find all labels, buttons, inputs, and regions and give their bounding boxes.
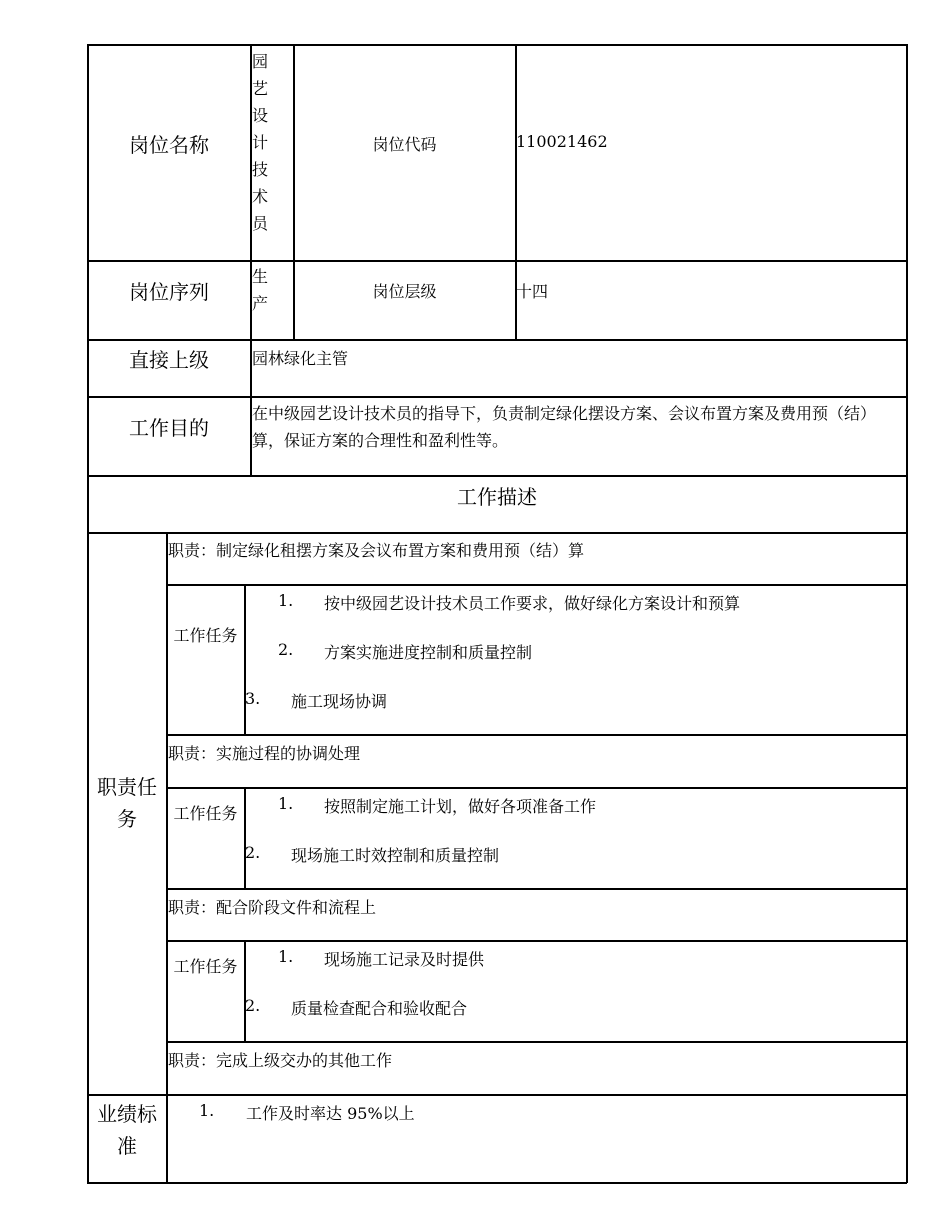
job-level-value: 十四 bbox=[516, 282, 549, 301]
job-level-label: 岗位层级 bbox=[372, 282, 437, 301]
duty-3-title: 职责：配合阶段文件和流程上 bbox=[168, 898, 377, 917]
performance-item-1-text: 工作及时率达 95%以上 bbox=[246, 1104, 415, 1123]
duty-3-task-label: 工作任务 bbox=[173, 957, 238, 976]
duty-1-task-1-text: 按中级园艺设计技术员工作要求，做好绿化方案设计和预算 bbox=[324, 594, 741, 613]
duty-2-task-2-num: 2. bbox=[245, 843, 261, 862]
duty-2-task-1-num: 1. bbox=[278, 794, 294, 813]
job-series-value: 生产 bbox=[252, 267, 269, 313]
duty-1-task-2-num: 2. bbox=[278, 640, 294, 659]
section-title: 工作描述 bbox=[457, 485, 537, 509]
duty-2-title: 职责：实施过程的协调处理 bbox=[168, 744, 361, 763]
duty-1-task-1-num: 1. bbox=[278, 591, 294, 610]
superior-label: 直接上级 bbox=[129, 348, 209, 372]
duty-3-task-2-text: 质量检查配合和验收配合 bbox=[291, 999, 468, 1018]
duty-4-title: 职责：完成上级交办的其他工作 bbox=[168, 1051, 393, 1070]
duty-1-task-2-text: 方案实施进度控制和质量控制 bbox=[324, 643, 533, 662]
duty-2-task-label: 工作任务 bbox=[173, 804, 238, 823]
duty-1-task-3-num: 3. bbox=[245, 689, 261, 708]
job-code-label: 岗位代码 bbox=[372, 135, 437, 154]
purpose-value: 在中级园艺设计技术员的指导下，负责制定绿化摆设方案、会议布置方案及费用预（结）算，保证方案的合理性和盈利性等。 bbox=[252, 404, 877, 450]
job-code-value: 110021462 bbox=[516, 132, 608, 151]
performance-item-1-num: 1. bbox=[199, 1101, 215, 1120]
job-name-value: 园艺设计技术员 bbox=[252, 52, 269, 233]
performance-label: 业绩标准 bbox=[97, 1102, 157, 1158]
duty-3-task-2-num: 2. bbox=[245, 996, 261, 1015]
job-series-label: 岗位序列 bbox=[129, 280, 209, 304]
superior-value: 园林绿化主管 bbox=[252, 349, 349, 368]
duty-1-task-label: 工作任务 bbox=[173, 626, 238, 645]
job-name-label: 岗位名称 bbox=[129, 133, 209, 157]
duty-1-title: 职责：制定绿化租摆方案及会议布置方案和费用预（结）算 bbox=[168, 541, 585, 560]
purpose-label: 工作目的 bbox=[129, 416, 209, 440]
duty-2-task-2-text: 现场施工时效控制和质量控制 bbox=[291, 846, 500, 865]
duty-3-task-1-text: 现场施工记录及时提供 bbox=[324, 950, 485, 969]
duty-1-task-3-text: 施工现场协调 bbox=[291, 692, 388, 711]
duty-2-task-1-text: 按照制定施工计划，做好各项准备工作 bbox=[324, 797, 597, 816]
duty-label: 职责任务 bbox=[97, 775, 157, 831]
duty-3-task-1-num: 1. bbox=[278, 947, 294, 966]
